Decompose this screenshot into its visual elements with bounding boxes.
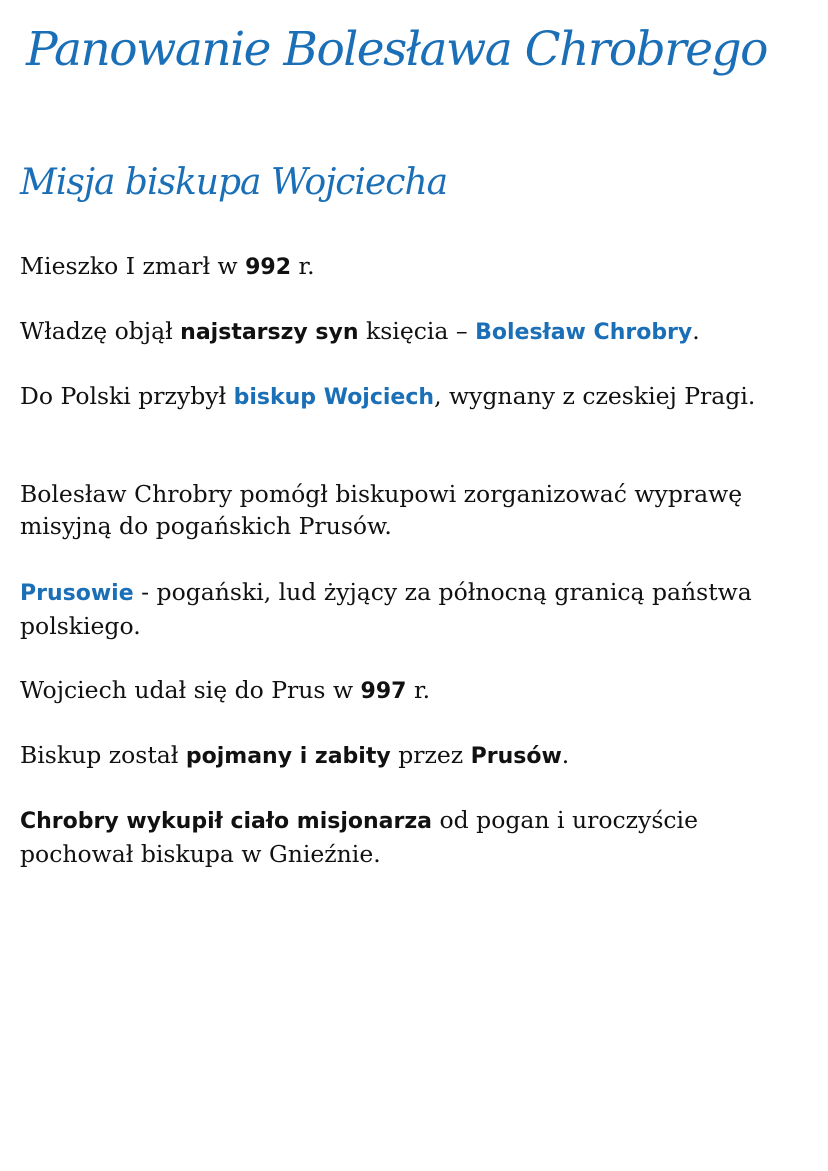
text-segment: Mieszko I zmarł w: [20, 252, 246, 280]
text-segment: Do Polski przybył: [20, 382, 234, 410]
text-segment: - pogański, lud żyjący za północną granicą państwa polskiego.: [20, 578, 752, 640]
text-segment: księcia –: [358, 317, 476, 345]
text-segment: .: [692, 317, 700, 345]
paragraph-2: [20, 315, 810, 349]
highlight-term: biskup Wojciech: [233, 385, 435, 410]
text-segment: Wojciech udał się do Prus w: [20, 676, 361, 704]
year-997: 997: [360, 679, 407, 704]
bold-term: najstarszy syn: [180, 320, 359, 345]
text-segment: r.: [291, 252, 315, 280]
paragraph-7: [20, 739, 810, 773]
text-segment: przez: [390, 741, 471, 769]
bold-term: Chrobry wykupił ciało misjonarza: [20, 809, 433, 834]
paragraph-6: [20, 674, 810, 708]
bold-term: Prusów: [470, 744, 562, 769]
bold-term: pojmany i zabity: [185, 744, 391, 769]
text-segment: Biskup został: [20, 741, 186, 769]
year-992: 992: [245, 255, 292, 280]
text-segment: , wygnany z czeskiej Pragi.: [434, 382, 756, 410]
text-segment: od pogan i uroczyście pochował biskupa w Gnieźnie.: [20, 806, 698, 868]
highlight-term: Prusowie: [20, 581, 134, 606]
paragraph-1: [20, 250, 810, 284]
highlight-term: Bolesław Chrobry: [475, 320, 693, 345]
paragraph-8: [20, 804, 810, 870]
paragraph-4: [20, 478, 810, 542]
paragraph-5: [20, 576, 810, 642]
text-segment: r.: [406, 676, 431, 704]
paragraph-3: [20, 380, 810, 414]
section-heading: Misja biskupa Wojciecha: [20, 162, 448, 203]
text-segment: Władzę objął: [20, 317, 181, 345]
text-segment: Bolesław Chrobry pomógł biskupowi zorganizować wyprawę misyjną do pogańskich Prusów.: [20, 480, 743, 540]
page-title: Panowanie Bolesława Chrobrego: [26, 22, 767, 77]
text-segment: .: [561, 741, 570, 769]
